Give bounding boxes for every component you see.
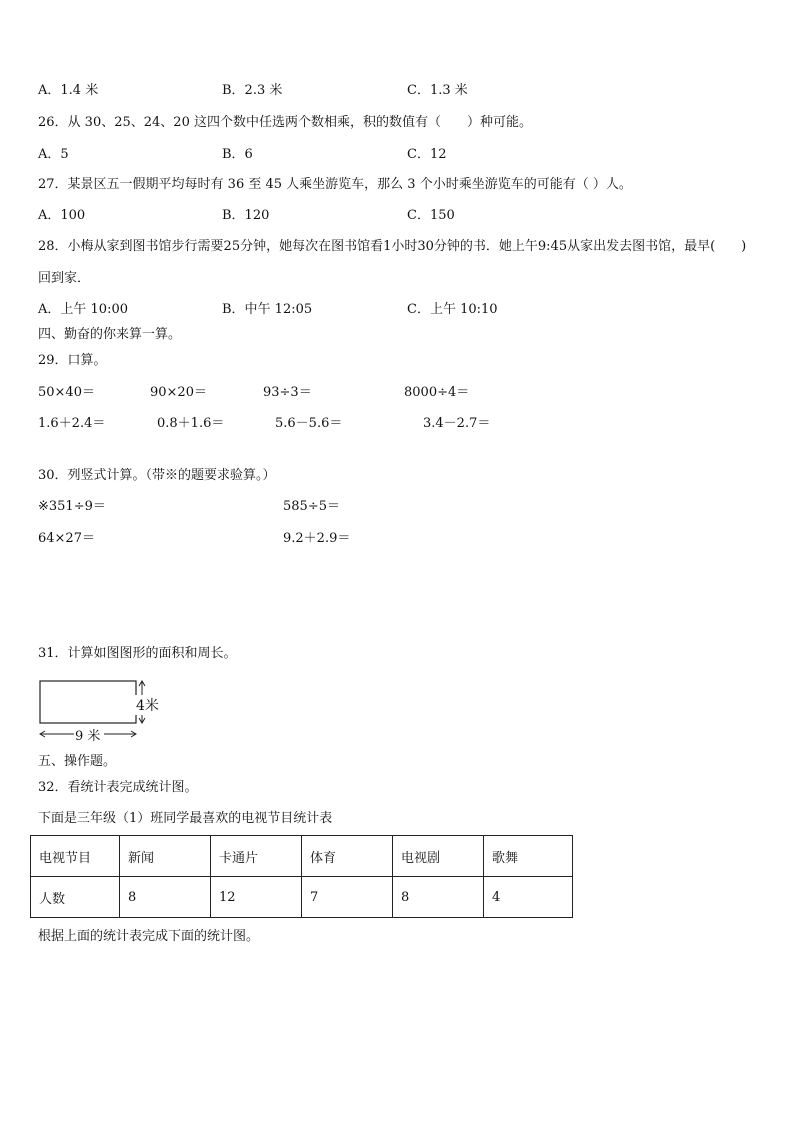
table-row (31, 877, 573, 918)
q32-title: 32．看统计表完成统计图。 (38, 780, 198, 795)
table-cell: 电视剧 (393, 836, 484, 877)
stats-table (30, 835, 573, 918)
q26-option-c: C．12 (407, 147, 447, 162)
q29-item: 3.4－2.7＝ (423, 416, 491, 431)
q27-option-b: B．120 (222, 208, 270, 223)
q29-item: 90×20＝ (150, 385, 207, 400)
table-cell: 电视节目 (31, 836, 120, 877)
q26-text: 26．从 30、25、24、20 这四个数中任选两个数相乘，积的数值有（ ）种可能。 (38, 115, 532, 130)
q30-item: ※351÷9＝ (38, 499, 106, 514)
table-caption: 下面是三年级（1）班同学最喜欢的电视节目统计表 (38, 811, 333, 826)
q29-item: 1.6＋2.4＝ (38, 416, 106, 431)
q28-option-c: C．上午 10:10 (407, 302, 498, 317)
table-cell: 12 (211, 877, 302, 918)
table-cell: 8 (393, 877, 484, 918)
q26-option-a: A．5 (38, 147, 69, 162)
q26-option-b: B．6 (222, 147, 253, 162)
q25-option-b: B．2.3 米 (222, 83, 283, 98)
table-cell: 人数 (31, 877, 120, 918)
q29-item: 50×40＝ (38, 385, 95, 400)
table-cell: 8 (120, 877, 211, 918)
q30-item: 9.2＋2.9＝ (283, 531, 351, 546)
q25-option-a: A．1.4 米 (38, 83, 99, 98)
q27-option-a: A．100 (38, 208, 86, 223)
table-header-row (31, 836, 573, 877)
q28-option-b: B．中午 12:05 (222, 302, 313, 317)
section-4-heading: 四、勤奋的你来算一算。 (38, 327, 182, 342)
q29-item: 93÷3＝ (263, 385, 312, 400)
q28-option-a: A．上午 10:00 (38, 302, 128, 317)
table-cell: 卡通片 (211, 836, 302, 877)
section-5-heading: 五、操作题。 (38, 754, 117, 769)
rectangle-figure (30, 676, 170, 746)
q30-item: 585÷5＝ (283, 499, 340, 514)
table-cell: 体育 (302, 836, 393, 877)
q29-item: 0.8＋1.6＝ (157, 416, 225, 431)
q29-item: 8000÷4＝ (404, 385, 470, 400)
q27-text: 27．某景区五一假期平均每时有 36 至 45 人乘坐游览车，那么 3 个小时乘坐游览车的可能有（ ）人。 (38, 177, 632, 192)
width-label: 9 米 (75, 729, 101, 744)
q25-option-c: C．1.3 米 (407, 83, 468, 98)
q31-title: 31．计算如图图形的面积和周长。 (38, 646, 237, 661)
q27-option-c: C．150 (407, 208, 455, 223)
height-label: 4米 (135, 695, 160, 715)
q30-item: 64×27＝ (38, 531, 95, 546)
q28-text-line1: 28．小梅从家到图书馆步行需要25分钟，她每次在图书馆看1小时30分钟的书．她上午9:45从家出发去图书馆，最早( ) (38, 239, 747, 254)
q30-title: 30．列竖式计算。（带※的题要求验算。） (38, 468, 276, 483)
table-cell: 歌舞 (484, 836, 573, 877)
q29-title: 29．口算。 (38, 353, 107, 368)
table-cell: 4 (484, 877, 573, 918)
q28-text-line2: 回到家． (38, 271, 91, 286)
table-cell: 7 (302, 877, 393, 918)
table-footer-instruction: 根据上面的统计表完成下面的统计图。 (38, 929, 260, 944)
q29-item: 5.6－5.6＝ (275, 416, 343, 431)
table-cell: 新闻 (120, 836, 211, 877)
rectangle-shape (40, 681, 136, 723)
